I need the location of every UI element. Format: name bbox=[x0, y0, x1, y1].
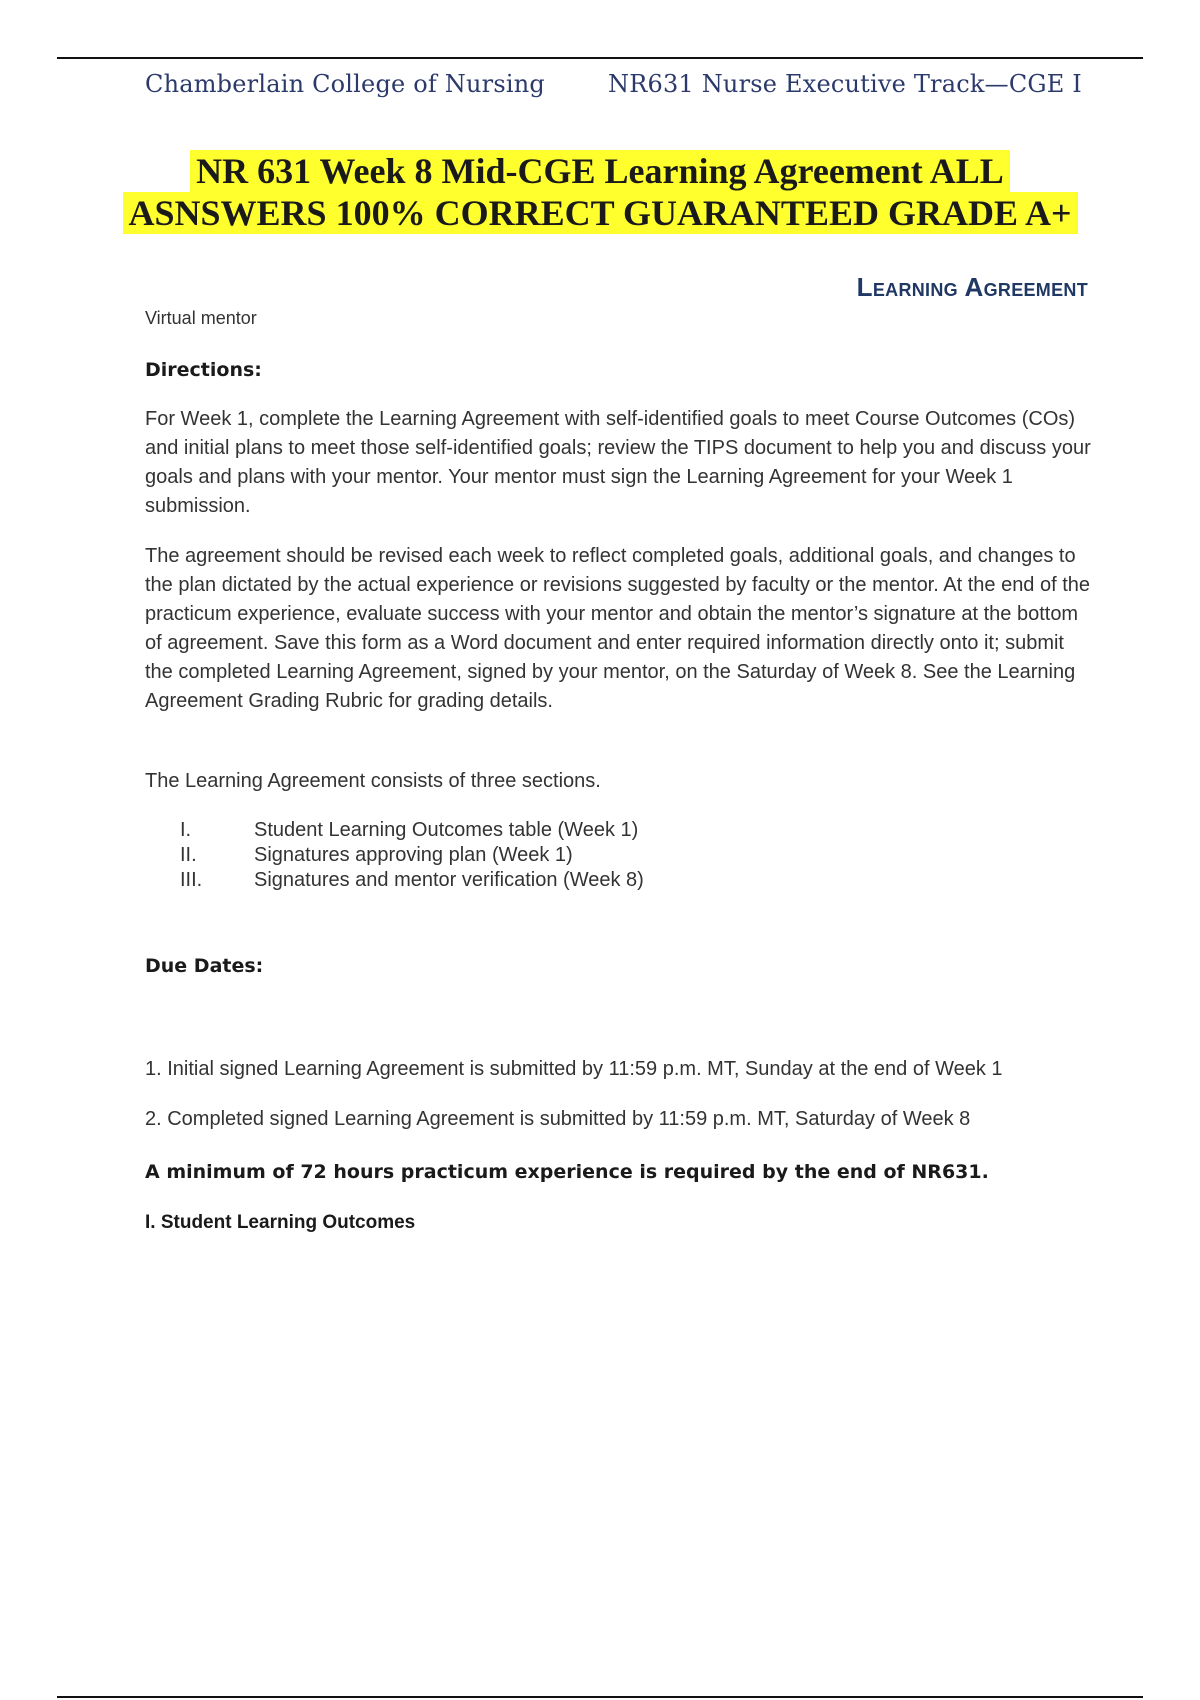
list-item bbox=[180, 868, 980, 893]
document-title bbox=[0, 150, 1200, 234]
list-item-number: I. bbox=[180, 819, 192, 841]
student-learning-outcomes-heading: I. Student Learning Outcomes bbox=[145, 1212, 416, 1233]
due-dates-heading: Due Dates: bbox=[145, 955, 264, 977]
header-course: NR631 Nurse Executive Track—CGE I bbox=[608, 70, 1082, 98]
bottom-rule bbox=[57, 1696, 1143, 1698]
list-item-label: Student Learning Outcomes table (Week 1) bbox=[254, 819, 639, 841]
list-item bbox=[180, 843, 980, 868]
due-date-item-2: 2. Completed signed Learning Agreement is submitted by 11:59 p.m. MT, Saturday of Week 8 bbox=[145, 1108, 971, 1130]
directions-paragraph-2: The agreement should be revised each week to reflect completed goals, additional goals, and changes to the plan dictated by the actual experience or revisions suggested by faculty or the mentor. At the end of the practicum experience, evaluate success with your mentor and obtain the mentor’s signature at the bottom of agreement. Save this form as a Word document and enter required information directly onto it; submit the completed Learning Agreement, signed by your mentor, on the Saturday of Week 8. See the Learning Agreement Grading Rubric for grading details. bbox=[145, 545, 1091, 712]
learning-agreement-heading: Learning Agreement bbox=[856, 272, 1088, 302]
list-item-label: Signatures approving plan (Week 1) bbox=[254, 844, 573, 866]
due-date-item-1: 1. Initial signed Learning Agreement is submitted by 11:59 p.m. MT, Sunday at the end of Week 1 bbox=[145, 1058, 1003, 1080]
directions-heading: Directions: bbox=[145, 359, 262, 381]
directions-paragraph-1: For Week 1, complete the Learning Agreement with self-identified goals to meet Course Outcomes (COs) and initial plans to meet those self-identified goals; review the TIPS document to help you and discuss your goals and plans with your mentor. Your mentor must sign the Learning Agreement for your Week 1 submission. bbox=[145, 408, 1091, 517]
list-item-number: II. bbox=[180, 844, 197, 866]
title-line-2: ASNSWERS 100% CORRECT GUARANTEED GRADE A+ bbox=[123, 192, 1078, 234]
list-item bbox=[180, 818, 980, 843]
directions-paragraph-3: The Learning Agreement consists of three sections. bbox=[145, 770, 601, 792]
top-rule bbox=[57, 57, 1143, 59]
virtual-mentor-label: Virtual mentor bbox=[145, 308, 257, 328]
minimum-hours-notice: A minimum of 72 hours practicum experience is required by the end of NR631. bbox=[145, 1161, 989, 1183]
header-institution: Chamberlain College of Nursing bbox=[145, 70, 545, 98]
list-item-number: III. bbox=[180, 869, 203, 891]
sections-list bbox=[180, 818, 980, 893]
title-line-1: NR 631 Week 8 Mid-CGE Learning Agreement ALL bbox=[190, 150, 1010, 192]
list-item-label: Signatures and mentor verification (Week 8) bbox=[254, 869, 644, 891]
